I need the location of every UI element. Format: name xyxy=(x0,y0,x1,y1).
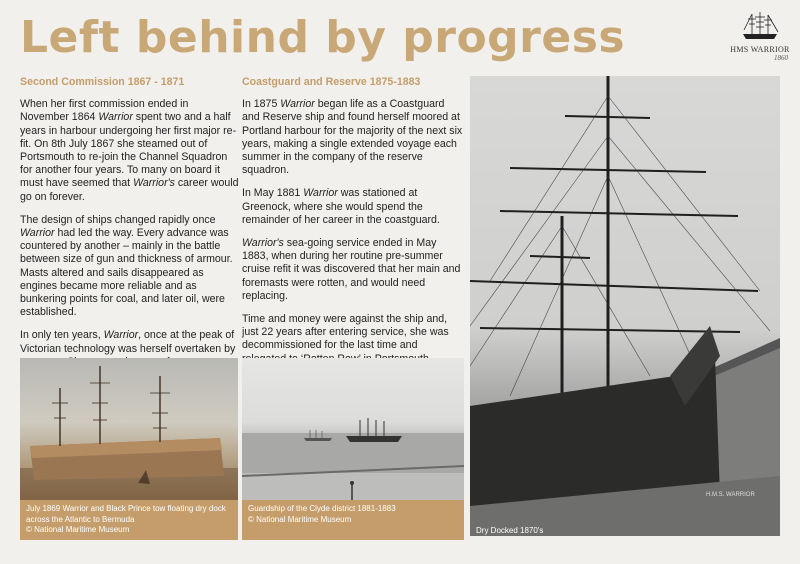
text-run: When her first commission ended in November 1864 xyxy=(20,98,189,124)
text-run: had led the way. Every advance was countered by another – mainly in the battle between size of gun and thickness of armour. Masts altered and sails disappeared as engines became more reliable and as bunkering points for coal, and later oil, were established. xyxy=(20,227,233,319)
text-run: career would go on forever. xyxy=(20,177,239,203)
ship-name-italic: Warrior's xyxy=(133,177,175,190)
hms-warrior-logo xyxy=(728,10,792,60)
text-run: In May 1881 xyxy=(242,187,304,200)
paragraph xyxy=(242,237,464,303)
photo-clyde-guardship xyxy=(242,358,464,500)
ship-painting-illustration xyxy=(20,358,238,500)
dry-dock-photo-illustration xyxy=(470,76,780,536)
text-run: In 1875 xyxy=(242,98,281,111)
text-run: sea-going service ended in May 1883, when during her routine pre-summer cruise refit it was discovered that her main and foremasts were rotten, and would need replacing. xyxy=(242,237,461,302)
ship-name-italic: Warrior xyxy=(280,98,315,111)
ship-name-italic: Warrior xyxy=(103,329,139,342)
paragraph xyxy=(242,187,464,227)
caption-dry-docked xyxy=(470,522,780,540)
text-run: spent two and a half years in harbour undergoing her first major re-fit. On 8th July 1867 she steamed out of Portsmouth to re-join the Channel Squadron for another four years. To many on board it must have seemed that xyxy=(20,111,237,190)
text-run: began life as a Coastguard and Reserve ship and found herself moored at Portland harbour for the majority of the next six years, making a single extended voyage each summer in the company of the reserve squadron. xyxy=(242,98,463,177)
column-coastguard-reserve xyxy=(242,76,464,389)
section-heading: Coastguard and Reserve 1875-1883 xyxy=(242,76,421,88)
page-title: Left behind by progress xyxy=(20,12,626,63)
ship-name-italic: Warrior xyxy=(20,227,55,240)
text-run: In only ten years, xyxy=(20,329,104,342)
paragraph xyxy=(20,98,240,204)
text-run: The design of ships changed rapidly once xyxy=(20,213,216,226)
photo-stamp: H.M.S. WARRIOR xyxy=(706,492,755,498)
section-heading: Second Commission 1867 - 1871 xyxy=(20,76,185,88)
harbour-photo-illustration xyxy=(242,358,464,500)
paragraph xyxy=(242,98,464,177)
ship-name-italic: Warrior xyxy=(303,187,338,200)
ship-name-italic: Warrior's xyxy=(242,237,284,250)
photo-dry-docked xyxy=(470,76,780,536)
paragraph xyxy=(20,214,240,320)
text-run: was stationed at Greenock, where she would spend the remainder of her career in the coastguard. xyxy=(242,187,440,226)
caption-clyde-guardship xyxy=(242,500,464,540)
caption-text: Guardship of the Clyde district 1881-1883 © National Maritime Museum xyxy=(248,504,396,524)
caption-floating-dry-dock xyxy=(20,500,238,540)
logo-name: HMS WARRIOR xyxy=(730,45,790,54)
logo-year: 1860 xyxy=(774,54,788,62)
photo-floating-dry-dock xyxy=(20,358,238,500)
caption-text: July 1869 Warrior and Black Prince tow floating dry dock across the Atlantic to Bermuda © National Maritime Museum xyxy=(26,504,226,534)
caption-text: Dry Docked 1870's xyxy=(476,526,544,535)
ship-name-italic: Warrior xyxy=(98,111,133,124)
text-run: Time and money were against the ship and, just 22 years after entering service, she was decommissioned for the last time and xyxy=(242,313,449,352)
text-run: , once at the peak of Victorian technology was herself overtaken by xyxy=(20,329,236,355)
sailing-ship-icon xyxy=(740,10,780,42)
